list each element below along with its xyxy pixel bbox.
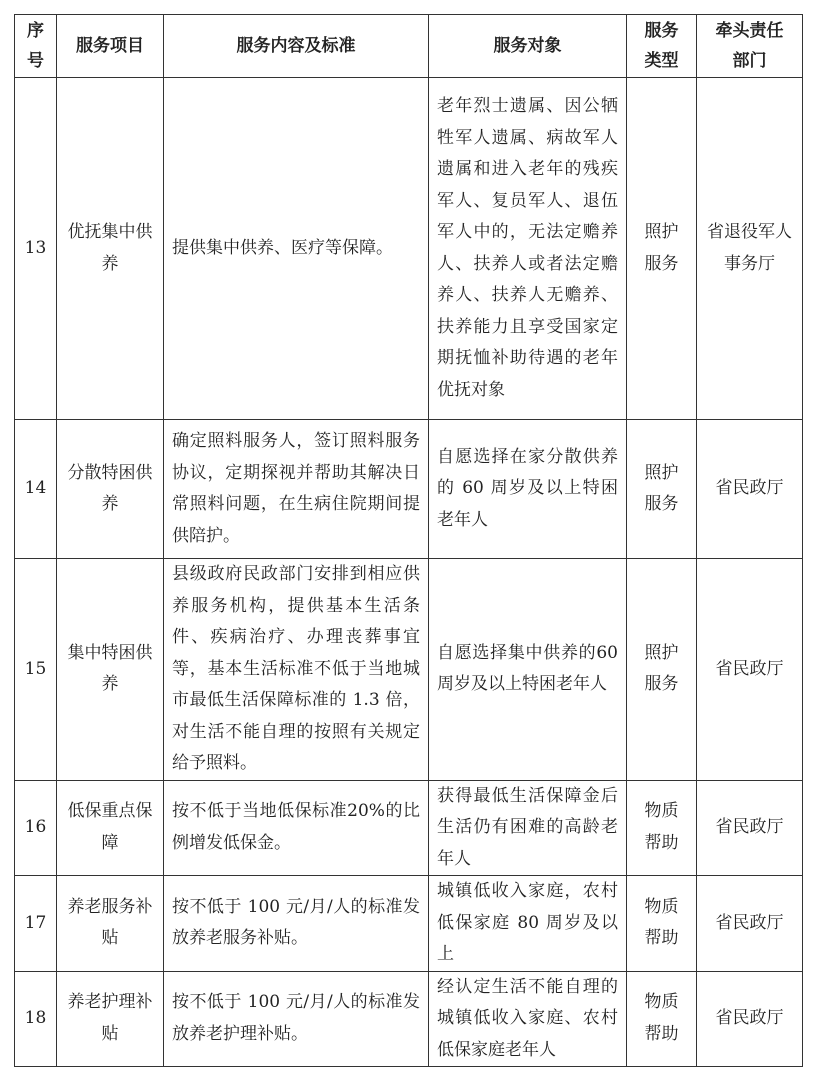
header-target: 服务对象 xyxy=(429,15,627,78)
header-type: 服务类型 xyxy=(627,15,697,78)
row-type: 物质帮助 xyxy=(627,971,697,1067)
row-content: 提供集中供养、医疗等保障。 xyxy=(164,78,429,420)
row-item: 养老服务补贴 xyxy=(57,876,164,972)
row-dept: 省民政厅 xyxy=(697,876,803,972)
row-target: 获得最低生活保障金后生活仍有困难的高龄老年人 xyxy=(429,780,627,876)
row-target: 城镇低收入家庭，农村低保家庭 80 周岁及以上 xyxy=(429,876,627,972)
row-type: 物质帮助 xyxy=(627,876,697,972)
row-no: 15 xyxy=(15,559,57,781)
row-target: 经认定生活不能自理的城镇低收入家庭、农村低保家庭老年人 xyxy=(429,971,627,1067)
row-dept: 省民政厅 xyxy=(697,420,803,559)
table-row xyxy=(15,78,803,420)
table-row xyxy=(15,971,803,1067)
row-dept: 省民政厅 xyxy=(697,780,803,876)
row-target: 自愿选择在家分散供养的 60 周岁及以上特困老年人 xyxy=(429,420,627,559)
row-dept: 省民政厅 xyxy=(697,971,803,1067)
header-no: 序号 xyxy=(15,15,57,78)
header-content: 服务内容及标准 xyxy=(164,15,429,78)
row-dept: 省退役军人事务厅 xyxy=(697,78,803,420)
row-dept: 省民政厅 xyxy=(697,559,803,781)
row-type: 照护服务 xyxy=(627,559,697,781)
table-header-row xyxy=(15,15,803,78)
row-content: 确定照料服务人，签订照料服务协议，定期探视并帮助其解决日常照料问题，在生病住院期间提供陪护。 xyxy=(164,420,429,559)
row-item: 集中特困供养 xyxy=(57,559,164,781)
table-row xyxy=(15,420,803,559)
row-no: 17 xyxy=(15,876,57,972)
service-table-page xyxy=(14,14,802,1067)
row-type: 照护服务 xyxy=(627,420,697,559)
row-no: 14 xyxy=(15,420,57,559)
header-dept: 牵头责任部门 xyxy=(697,15,803,78)
table-row xyxy=(15,876,803,972)
row-content: 县级政府民政部门安排到相应供养服务机构，提供基本生活条件、疾病治疗、办理丧葬事宜等，基本生活标准不低于当地城市最低生活保障标准的 1.3 倍，对生活不能自理的按照有关规定给予照料。 xyxy=(164,559,429,781)
row-target: 自愿选择集中供养的60周岁及以上特困老年人 xyxy=(429,559,627,781)
row-item: 低保重点保障 xyxy=(57,780,164,876)
row-item: 优抚集中供养 xyxy=(57,78,164,420)
service-table xyxy=(14,14,803,1067)
row-no: 18 xyxy=(15,971,57,1067)
row-item: 分散特困供养 xyxy=(57,420,164,559)
row-no: 16 xyxy=(15,780,57,876)
table-row xyxy=(15,559,803,781)
row-type: 照护服务 xyxy=(627,78,697,420)
row-item: 养老护理补贴 xyxy=(57,971,164,1067)
row-content: 按不低于 100 元/月/人的标准发放养老服务补贴。 xyxy=(164,876,429,972)
header-item: 服务项目 xyxy=(57,15,164,78)
row-content: 按不低于 100 元/月/人的标准发放养老护理补贴。 xyxy=(164,971,429,1067)
row-type: 物质帮助 xyxy=(627,780,697,876)
row-content: 按不低于当地低保标准20%的比例增发低保金。 xyxy=(164,780,429,876)
row-target: 老年烈士遗属、因公牺牲军人遗属、病故军人遗属和进入老年的残疾军人、复员军人、退伍军人中的，无法定赡养人、扶养人或者法定赡养人、扶养人无赡养、扶养能力且享受国家定期抚恤补助待遇的老年优抚对象 xyxy=(429,78,627,420)
row-no: 13 xyxy=(15,78,57,420)
table-row xyxy=(15,780,803,876)
